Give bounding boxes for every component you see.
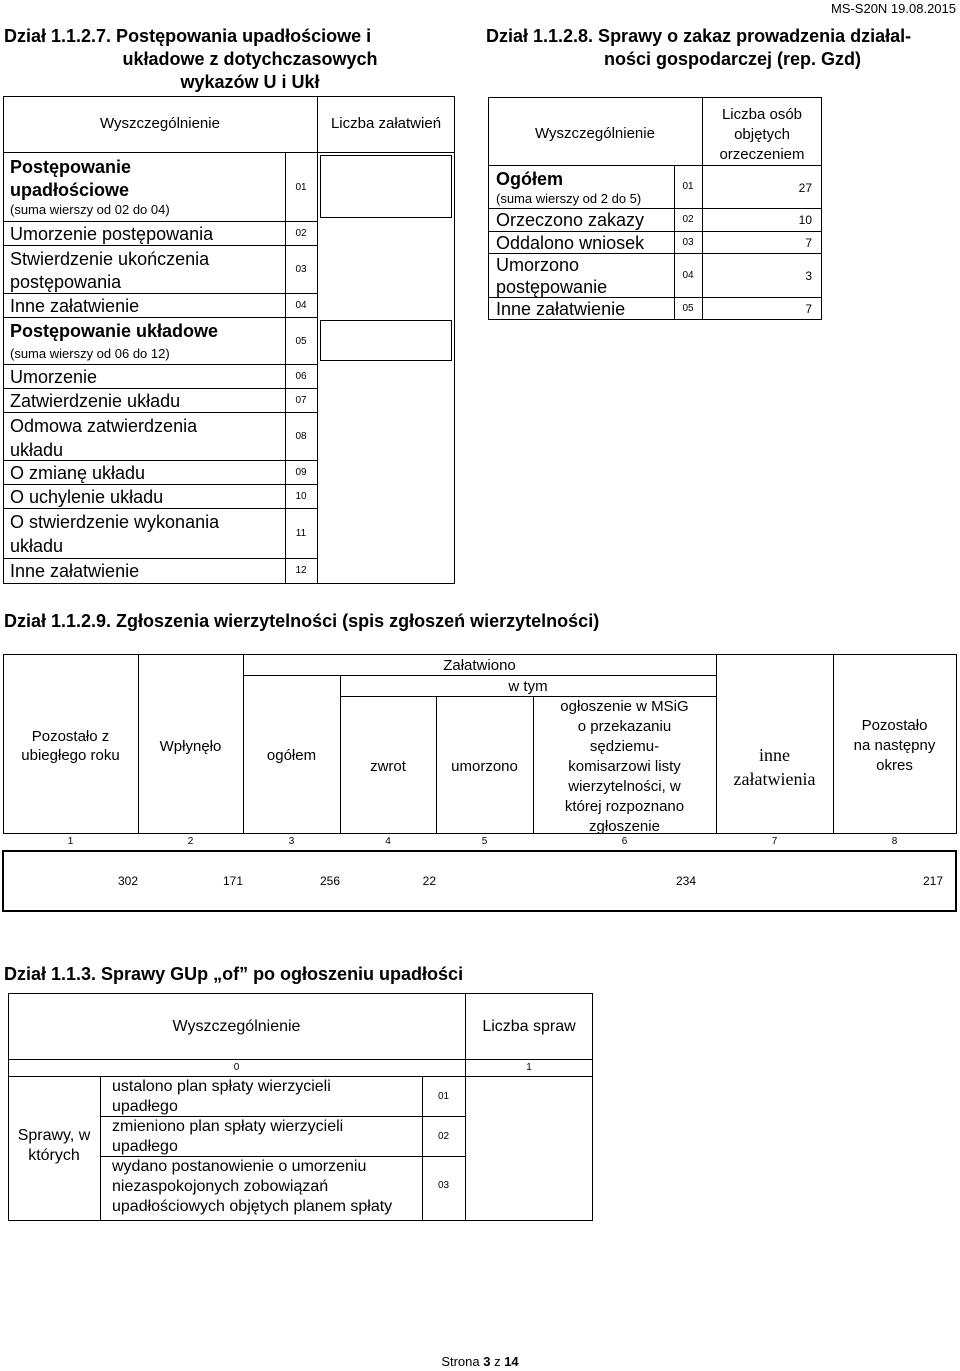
column-number: 3 [288, 836, 295, 847]
column-number: 1 [67, 836, 74, 847]
summary-cell-01 [320, 155, 452, 218]
row-label: ustalono plan spłaty wierzycieli [112, 1078, 331, 1095]
page-label: z [490, 1354, 505, 1369]
row-label: upadłego [112, 1138, 178, 1155]
column-header: Pozostało [861, 717, 928, 734]
row-label: Odmowa zatwierdzenia [10, 416, 198, 436]
column-header: Wpłynęło [159, 738, 222, 755]
row-label: Postępowanie układowe [10, 321, 219, 341]
row-label: zmieniono plan spłaty wierzycieli [112, 1118, 344, 1135]
row-label: postępowanie [496, 277, 608, 297]
row-label: Postępowanie [10, 157, 132, 177]
column-group-header: w tym [508, 678, 548, 695]
row-number: 12 [295, 565, 307, 576]
table-cell: 256 [319, 874, 340, 888]
section-title: Dział 1.1.2.9. Zgłoszenia wierzytelności (spis zgłoszeń wierzytelności) [4, 611, 600, 631]
column-number: 0 [233, 1062, 240, 1073]
row-number: 05 [295, 336, 307, 347]
row-group-label: Sprawy, w [17, 1127, 91, 1144]
row-label: Zatwierdzenie układu [10, 391, 181, 411]
row-number: 03 [682, 237, 694, 248]
row-label: Inne załatwienie [496, 299, 626, 319]
row-number: 02 [682, 214, 694, 225]
column-header: okres [876, 757, 913, 774]
table-cell: 217 [922, 874, 943, 888]
row-label: upadłościowe [10, 180, 130, 200]
row-label: O stwierdzenie wykonania [10, 512, 220, 532]
column-header: na następny [853, 737, 936, 754]
column-number: 4 [385, 836, 391, 847]
row-label: Oddalono wniosek [496, 233, 645, 253]
column-header-msig: ogłoszenie w MSiG o przekazaniu sędziemu- komisarzowi listy wierzytelności, w której rozpoznano zgłoszenie [560, 698, 689, 835]
column-number: 6 [621, 836, 628, 847]
section-title: Dział 1.1.3. Sprawy GUp „of” po ogłoszeniu upadłości [4, 964, 464, 984]
column-header: umorzono [451, 758, 518, 775]
row-number: 05 [682, 303, 694, 314]
column-header-spec: Wyszczególnienie [172, 1018, 301, 1035]
row-label: O uchylenie układu [10, 487, 164, 507]
column-header: ubiegłego roku [21, 747, 120, 764]
section-title-line: Dział 1.1.2.7. Postępowania upadłościowe i [4, 26, 372, 46]
row-label: postępowania [10, 272, 122, 292]
row-number: 01 [437, 1091, 450, 1102]
row-label: Umorzenie [10, 367, 98, 387]
section-title-line: ności gospodarczej (rep. Gzd) [604, 49, 862, 69]
row-number: 09 [295, 467, 307, 478]
column-number: 1 [526, 1062, 532, 1073]
row-label: niezaspokojonych zobowiązań [112, 1178, 329, 1195]
column-header-spec: Wyszczególnienie [100, 115, 220, 132]
column-number: 5 [481, 836, 488, 847]
column-group-header: Załatwiono [443, 657, 516, 674]
row-number: 02 [295, 228, 307, 239]
summary-cell-05 [320, 320, 452, 361]
column-header: zwrot [370, 758, 406, 775]
row-label: O zmianę układu [10, 463, 146, 483]
row-label: upadłościowych objętych planem spłaty [112, 1198, 393, 1215]
page-label: Strona [441, 1354, 484, 1369]
column-header-count: Liczba spraw [482, 1018, 576, 1035]
column-header-spec: Wyszczególnienie [535, 125, 655, 142]
row-label: układu [10, 536, 64, 556]
row-value: 10 [798, 213, 812, 227]
row-sublabel: (suma wierszy od 06 do 12) [10, 346, 170, 361]
row-value: 27 [798, 181, 812, 195]
row-number: 08 [295, 431, 307, 442]
column-header: inne [759, 745, 790, 765]
column-number: 7 [771, 836, 778, 847]
page-total: 14 [504, 1354, 519, 1369]
row-value: 7 [805, 236, 812, 250]
row-label: wydano postanowienie o umorzeniu [112, 1158, 367, 1175]
row-label: Orzeczono zakazy [496, 210, 645, 230]
row-number: 11 [295, 528, 307, 539]
row-number: 06 [295, 371, 307, 382]
column-header-count: Liczba osób [721, 106, 803, 123]
column-number: 8 [891, 836, 898, 847]
row-number: 04 [295, 300, 307, 311]
row-label: Inne załatwienie [10, 561, 140, 581]
column-header: załatwienia [733, 769, 816, 789]
column-header-count: objętych [734, 126, 790, 143]
column-header-count: Liczba załatwień [330, 115, 442, 132]
row-number: 01 [682, 181, 694, 192]
row-number: 04 [682, 270, 694, 281]
section-title-line: wykazów U i Ukł [180, 72, 320, 92]
page-number: 3 [483, 1354, 491, 1369]
table-cell: 302 [117, 874, 138, 888]
row-label: upadłego [112, 1098, 178, 1115]
row-number: 07 [295, 395, 307, 406]
row-label: Stwierdzenie ukończenia [10, 249, 210, 269]
table-cell: 234 [675, 874, 696, 888]
row-label: Inne załatwienie [10, 296, 140, 316]
row-number: 01 [295, 182, 307, 193]
column-header: Pozostało z [31, 728, 110, 745]
column-number: 2 [187, 836, 194, 847]
column-header-count: orzeczeniem [719, 146, 805, 163]
row-value: 7 [805, 302, 812, 316]
row-number: 03 [437, 1180, 450, 1191]
page-footer [0, 1354, 960, 1370]
table-cell: 22 [422, 874, 436, 888]
row-value: 3 [805, 269, 812, 283]
row-label: Umorzono [496, 255, 580, 275]
column-header: ogółem [266, 747, 317, 764]
row-number: 03 [295, 264, 307, 275]
row-sublabel: (suma wierszy od 2 do 5) [496, 191, 642, 206]
row-sublabel: (suma wierszy od 02 do 04) [10, 202, 170, 217]
row-number: 10 [295, 491, 307, 502]
row-label: Umorzenie postępowania [10, 224, 214, 244]
section-title-line: Dział 1.1.2.8. Sprawy o zakaz prowadzenia działal- [486, 26, 912, 46]
row-number: 02 [437, 1131, 450, 1142]
section-title-line: układowe z dotychczasowych [122, 49, 378, 69]
row-group-label: których [28, 1147, 80, 1164]
row-label: Ogółem [496, 169, 564, 189]
table-cell: 171 [222, 874, 243, 888]
document-code: MS-S20N 19.08.2015 [830, 1, 956, 16]
row-label: układu [10, 440, 64, 460]
